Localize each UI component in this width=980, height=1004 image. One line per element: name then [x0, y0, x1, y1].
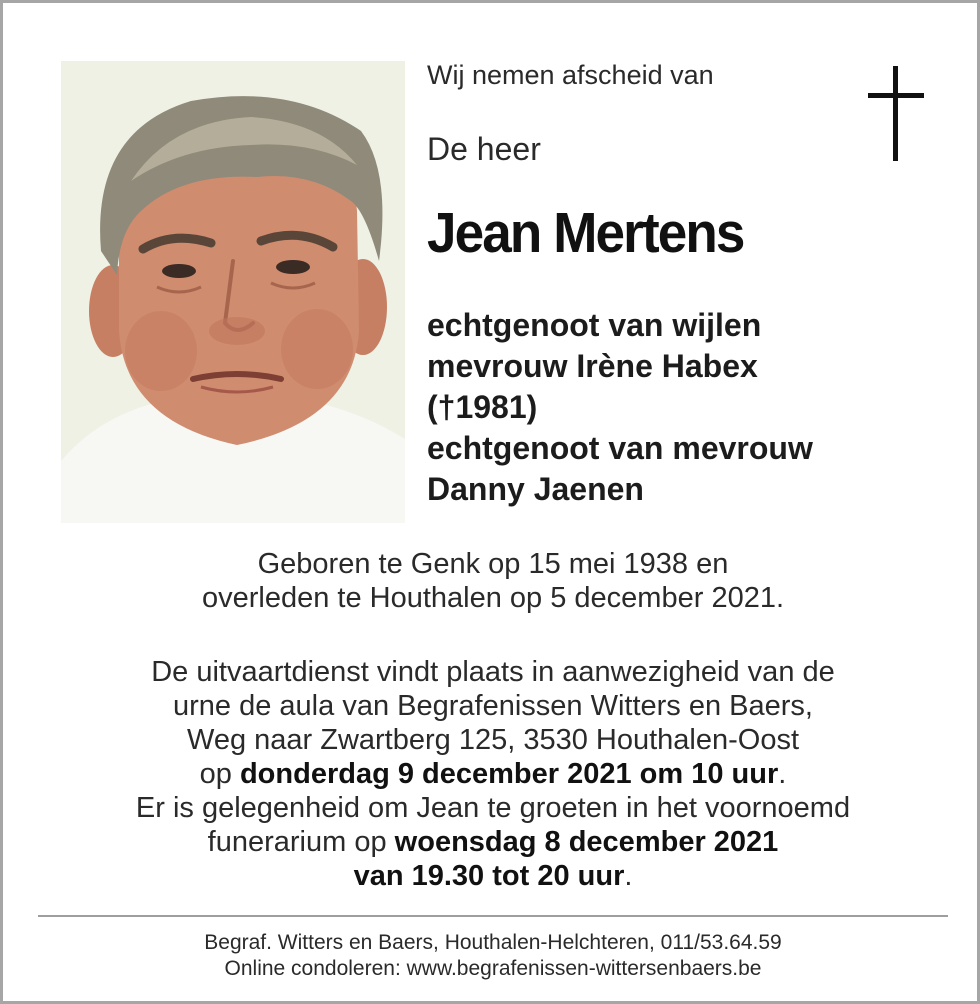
service-line-suffix: . — [778, 758, 787, 790]
relations-block — [427, 305, 813, 510]
portrait-photo — [61, 61, 405, 523]
online-condolence-link[interactable]: Online condoleren: www.begrafenissen-wittersenbaers.be — [224, 957, 762, 980]
visitation-time-line — [3, 859, 980, 893]
visitation-line-prefix: funerarium op — [207, 826, 395, 858]
salutation: De heer — [427, 131, 541, 167]
service-date: donderdag 9 december 2021 om 10 uur — [239, 758, 779, 790]
birth-death-block — [3, 547, 980, 615]
visitation-time: van 19.30 tot 20 uur — [353, 860, 625, 892]
relation-line: Danny Jaenen — [427, 471, 644, 507]
death-line: overleden te Houthalen op 5 december 2021. — [201, 582, 785, 614]
visitation-date-line — [3, 825, 980, 859]
birth-line: Geboren te Genk op 15 mei 1938 en — [257, 548, 729, 580]
funeral-home-info: Begraf. Witters en Baers, Houthalen-Helchteren, 011/53.64.59 — [204, 931, 782, 954]
relation-line: mevrouw Irène Habex — [427, 348, 758, 384]
cross-icon — [868, 66, 924, 162]
deceased-name: Jean Mertens — [427, 201, 744, 265]
service-line: De uitvaartdienst vindt plaats in aanwezigheid van de — [151, 656, 835, 688]
service-line-prefix: op — [199, 758, 240, 790]
service-line: Er is gelegenheid om Jean te groeten in het voornoemd — [135, 792, 851, 824]
relation-line: echtgenoot van mevrouw — [427, 430, 813, 466]
intro-text: Wij nemen afscheid van — [427, 60, 714, 90]
footer-divider — [38, 915, 948, 917]
visitation-date: woensdag 8 december 2021 — [394, 826, 779, 858]
service-line: urne de aula van Begrafenissen Witters en Baers, — [173, 690, 813, 722]
footer — [3, 930, 980, 982]
visitation-line-suffix: . — [624, 860, 633, 892]
service-line: Weg naar Zwartberg 125, 3530 Houthalen-Oost — [186, 724, 800, 756]
service-block — [3, 655, 980, 893]
service-date-line — [3, 757, 980, 791]
relation-line: (†1981) — [427, 389, 538, 425]
relation-line: echtgenoot van wijlen — [427, 307, 762, 343]
